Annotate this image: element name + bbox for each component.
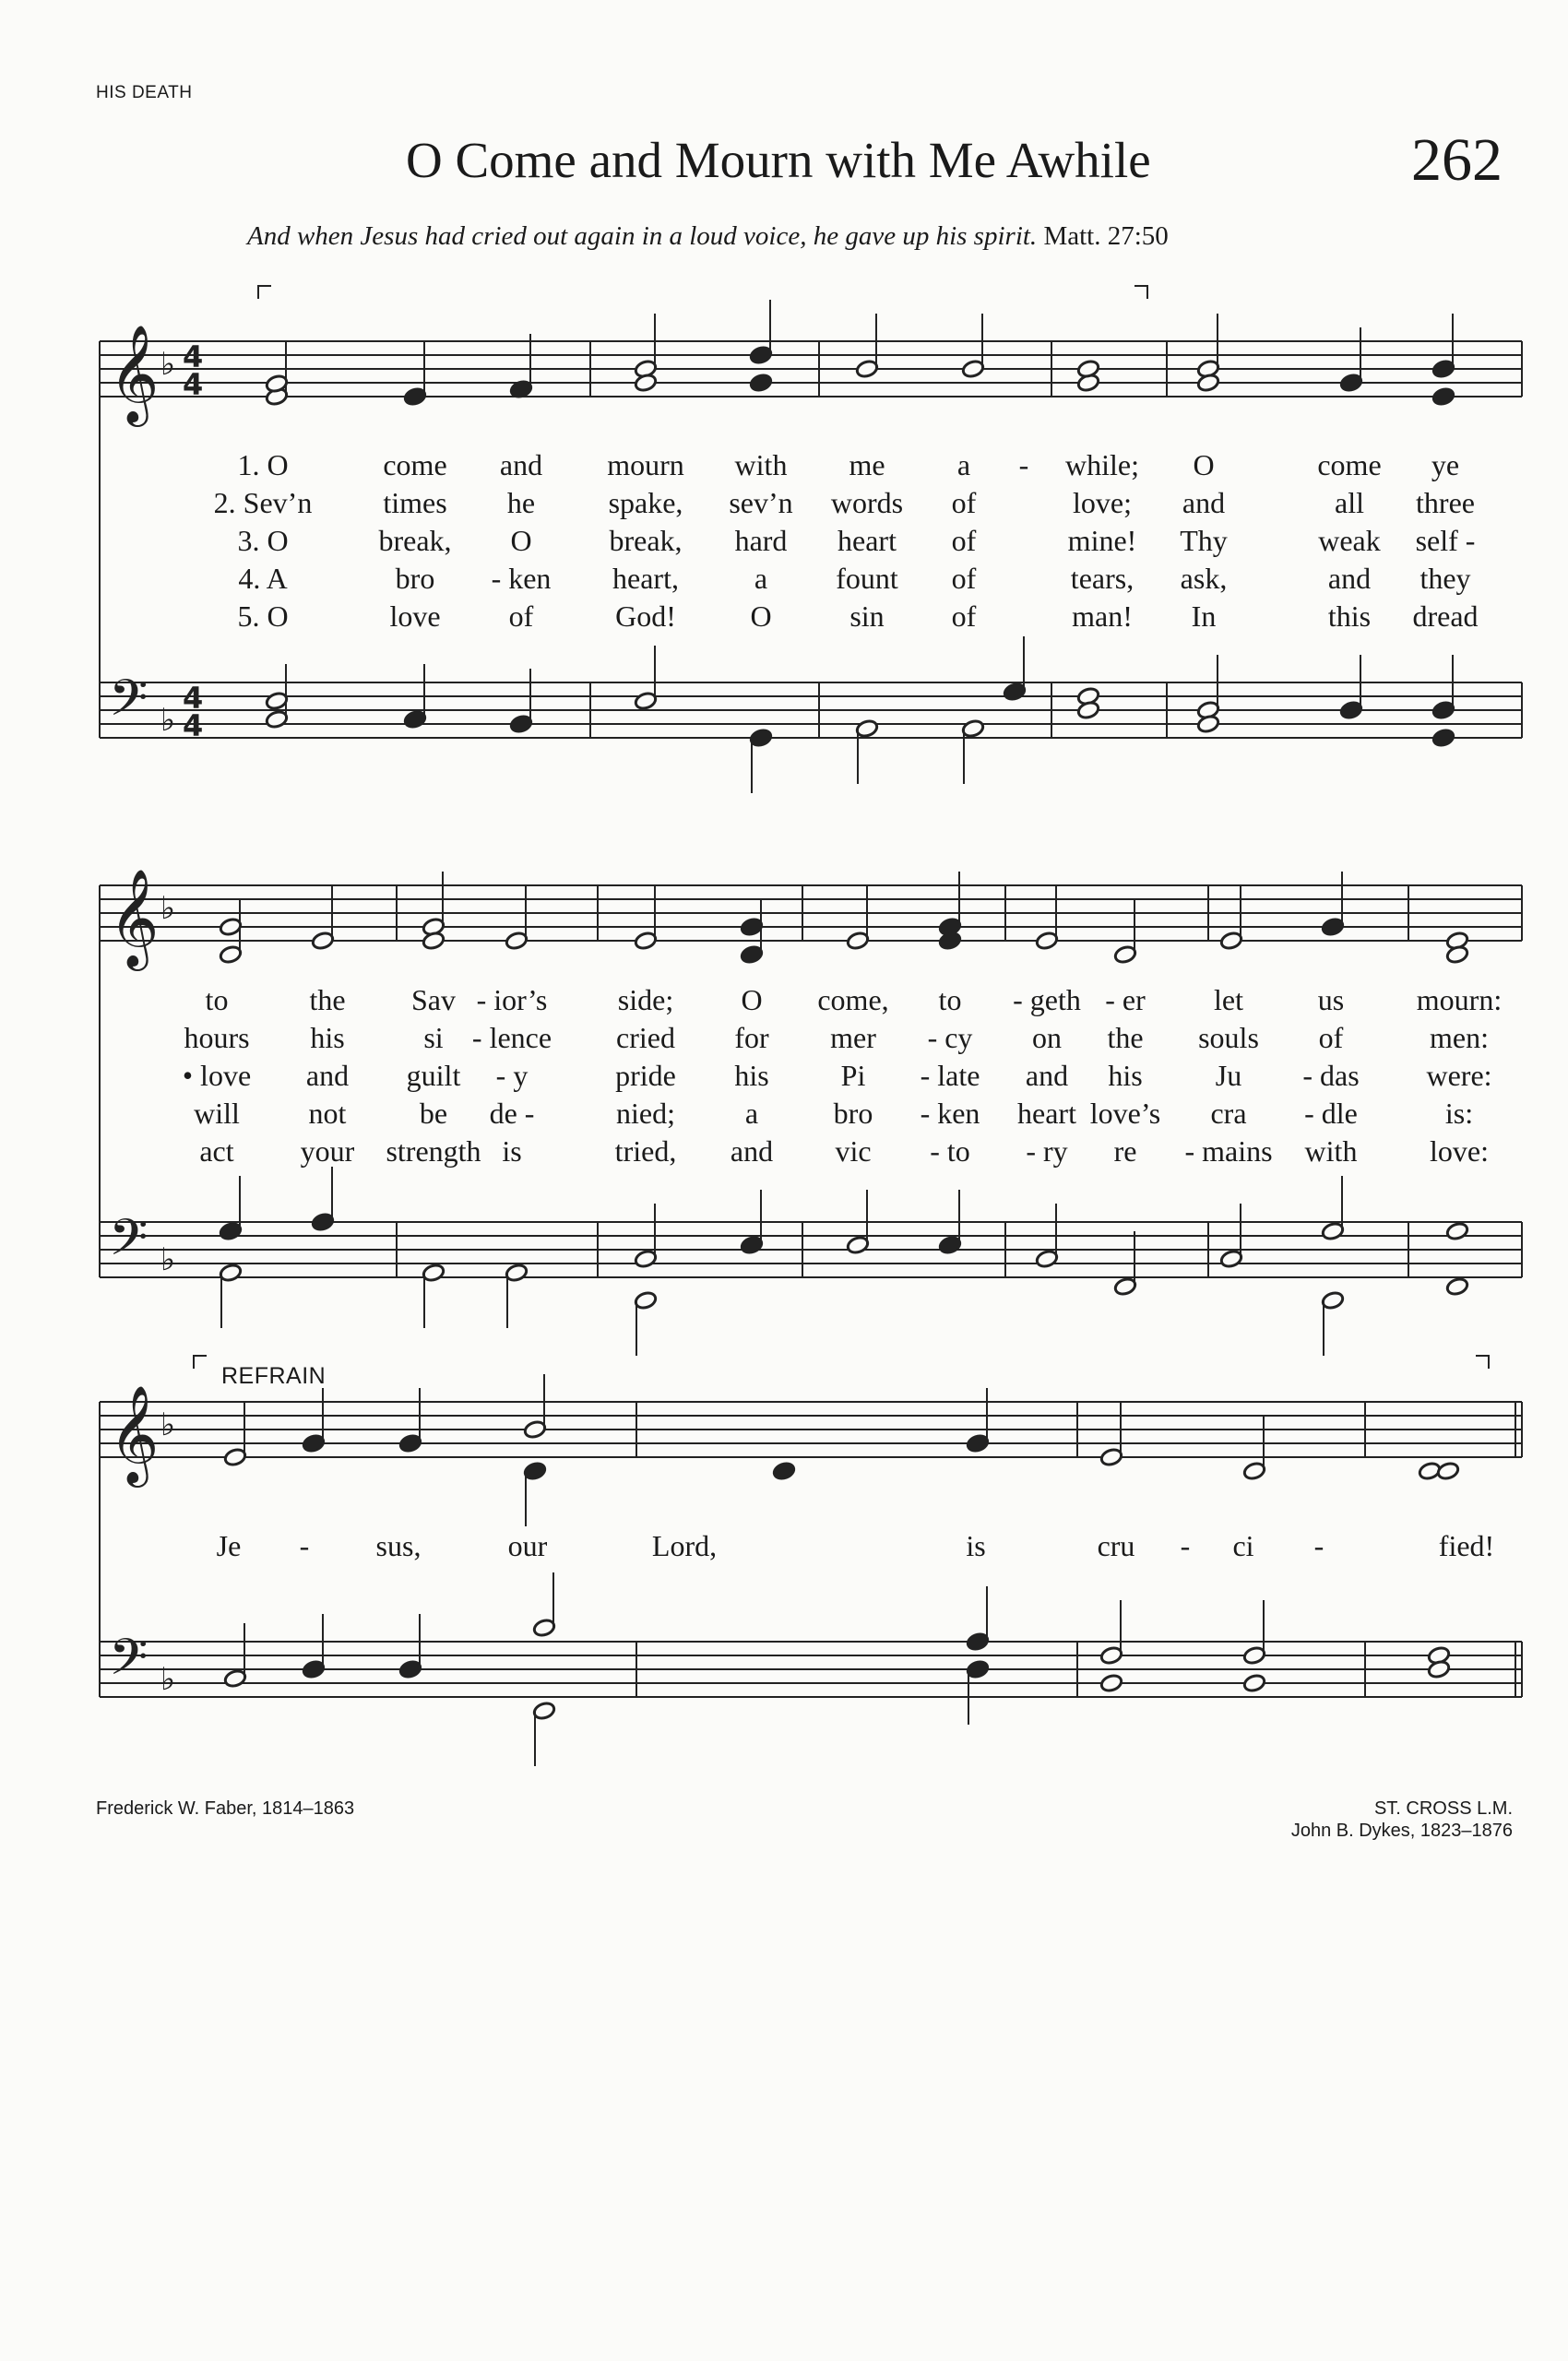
lyric-syllable: to — [205, 983, 229, 1016]
lyric-syllable: be — [419, 1097, 448, 1130]
lyric-syllable: heart — [837, 524, 897, 557]
lyric-syllable: re — [1113, 1134, 1137, 1168]
lyric-syllable: - ior’s — [476, 983, 548, 1016]
lyric-syllable: strength — [386, 1134, 481, 1168]
bracket-mark — [194, 1356, 207, 1369]
lyric-syllable: is — [502, 1134, 522, 1168]
epigraph-text: And when Jesus had cried out again in a loud voice, he gave up his spirit. — [247, 221, 1038, 251]
treble-clef-icon: 𝄞 — [109, 1384, 160, 1483]
lyric-syllable: souls — [1198, 1021, 1259, 1054]
flat-icon: ♭ — [160, 702, 176, 739]
hymn-title: O Come and Mourn with Me Awhile — [406, 132, 1151, 188]
lyric-syllable: all — [1335, 486, 1364, 519]
lyric-syllable: for — [734, 1021, 769, 1054]
lyric-syllable: mourn — [607, 448, 684, 481]
lyric-syllable: O — [1193, 448, 1215, 481]
lyric-syllable: will — [194, 1097, 240, 1130]
lyric-syllable: - dle — [1304, 1097, 1358, 1130]
notehead — [1242, 1673, 1266, 1693]
lyric-syllable: our — [507, 1529, 548, 1562]
lyric-syllable: - mains — [1184, 1134, 1273, 1168]
lyric-syllable: mer — [830, 1021, 876, 1054]
lyric-syllable: bro — [395, 562, 435, 595]
lyric-syllable: words — [830, 486, 904, 519]
lyric-syllable: your — [300, 1134, 355, 1168]
lyric-syllable: - y — [495, 1059, 529, 1092]
lyric-syllable: - geth — [1013, 983, 1081, 1016]
bass-clef-icon: 𝄢 — [109, 1628, 148, 1699]
lyric-syllable: - ry — [1026, 1134, 1068, 1168]
lyric-syllable: sin — [849, 599, 885, 633]
notehead — [1436, 1461, 1460, 1481]
composer: John B. Dykes, 1823–1876 — [1290, 1821, 1513, 1841]
lyric-syllable: of — [1318, 1021, 1344, 1054]
lyric-syllable: cra — [1210, 1097, 1247, 1130]
lyric-syllable: and — [305, 1059, 350, 1092]
notehead — [1445, 1221, 1469, 1241]
lyric-syllable: vic — [835, 1134, 872, 1168]
bracket-mark — [1134, 286, 1147, 299]
lyric-syllable: - er — [1105, 983, 1146, 1016]
lyric-syllable: dread — [1412, 599, 1479, 633]
notehead — [1445, 1276, 1469, 1297]
lyric-syllable: let — [1214, 983, 1243, 1016]
lyric-syllable: O — [510, 524, 532, 557]
lyric-syllable: us — [1317, 983, 1345, 1016]
lyric-syllable: the — [309, 983, 346, 1016]
time-signature: 4 — [183, 367, 204, 402]
lyric-syllable: his — [734, 1059, 769, 1092]
lyric-syllable: and — [1182, 486, 1226, 519]
flat-icon: ♭ — [160, 1661, 176, 1698]
lyric-syllable: de - — [489, 1097, 535, 1130]
lyric-syllable: God! — [615, 599, 676, 633]
lyric-syllable: - — [1313, 1529, 1324, 1562]
lyric-syllable: ci — [1232, 1529, 1254, 1562]
lyric-syllable: Ju — [1215, 1059, 1242, 1092]
lyric-syllable: were: — [1426, 1059, 1492, 1092]
flat-icon: ♭ — [160, 346, 176, 383]
lyric-syllable: with — [1304, 1134, 1358, 1168]
lyric-syllable: 3. O — [237, 524, 289, 557]
lyric-syllable: In — [1191, 599, 1217, 633]
flat-icon: ♭ — [160, 1241, 176, 1278]
lyric-syllable: - — [1018, 448, 1029, 481]
notehead — [1431, 386, 1455, 407]
lyric-syllable: on — [1032, 1021, 1062, 1054]
lyric-syllable: of — [951, 486, 977, 519]
lyric-syllable: come, — [817, 983, 889, 1016]
bracket-mark — [1476, 1356, 1489, 1369]
lyric-syllable: • love — [182, 1059, 252, 1092]
lyric-syllable: - ken — [920, 1097, 980, 1130]
time-signature: 4 — [183, 708, 204, 743]
lyric-syllable: hard — [734, 524, 788, 557]
bass-clef-icon: 𝄢 — [109, 1208, 148, 1279]
lyric-syllable: Lord, — [651, 1529, 718, 1562]
lyric-syllable: ye — [1431, 448, 1460, 481]
time-signature: 4 — [183, 681, 204, 716]
section-heading: HIS DEATH — [96, 83, 193, 102]
lyric-syllable: his — [310, 1021, 345, 1054]
bass-clef-icon: 𝄢 — [109, 669, 148, 740]
lyric-syllable: love: — [1430, 1134, 1489, 1168]
lyric-syllable: 5. O — [237, 599, 289, 633]
lyric-syllable: of — [508, 599, 534, 633]
lyric-syllable: me — [849, 448, 885, 481]
flat-icon: ♭ — [160, 1406, 176, 1443]
lyric-syllable: with — [734, 448, 788, 481]
treble-clef-icon: 𝄞 — [109, 868, 160, 967]
lyric-syllable: love — [389, 599, 441, 633]
notehead — [772, 1461, 796, 1481]
notehead — [1431, 728, 1455, 748]
lyric-syllable: - cy — [927, 1021, 973, 1054]
lyric-syllable: 1. O — [237, 448, 289, 481]
lyric-syllable: sus, — [375, 1529, 422, 1562]
lyric-syllable: guilt — [406, 1059, 461, 1092]
lyric-syllable: to — [938, 983, 962, 1016]
lyric-syllable: fount — [836, 562, 898, 595]
notehead — [1099, 1673, 1123, 1693]
lyric-syllable: come — [1317, 448, 1382, 481]
lyric-syllable: a — [754, 562, 768, 595]
lyric-syllable: not — [308, 1097, 347, 1130]
lyric-syllable: Pi — [840, 1059, 866, 1092]
lyric-syllable: of — [951, 524, 977, 557]
lyric-syllable: they — [1420, 562, 1471, 595]
lyric-syllable: of — [951, 599, 977, 633]
lyric-syllable: times — [383, 486, 447, 519]
lyric-syllable: self - — [1415, 524, 1476, 557]
lyric-syllable: hours — [184, 1021, 250, 1054]
lyric-syllable: love’s — [1089, 1097, 1161, 1130]
treble-clef-icon: 𝄞 — [109, 324, 160, 422]
lyric-syllable: come — [383, 448, 447, 481]
lyric-syllable: the — [1107, 1021, 1144, 1054]
lyric-syllable: heart — [1017, 1097, 1076, 1130]
lyric-syllable: and — [730, 1134, 774, 1168]
lyric-syllable: is: — [1444, 1097, 1474, 1130]
lyric-syllable: - — [1180, 1529, 1191, 1562]
lyric-syllable: cried — [616, 1021, 675, 1054]
bracket-mark — [258, 286, 271, 299]
lyric-syllable: - lence — [471, 1021, 552, 1054]
lyric-syllable: and — [1025, 1059, 1069, 1092]
lyric-syllable: he — [506, 486, 536, 519]
lyric-syllable: a — [956, 448, 971, 481]
lyric-syllable: of — [951, 562, 977, 595]
lyric-syllable: break, — [378, 524, 452, 557]
lyric-syllable: and — [499, 448, 543, 481]
text-author: Frederick W. Faber, 1814–1863 — [96, 1798, 355, 1819]
lyric-syllable: 4. A — [238, 562, 288, 595]
lyric-syllable: - late — [920, 1059, 980, 1092]
lyric-syllable: - das — [1302, 1059, 1360, 1092]
tune-name: ST. CROSS L.M. — [1373, 1798, 1513, 1819]
lyric-syllable: O — [741, 983, 763, 1016]
lyric-syllable: break, — [609, 524, 683, 557]
lyric-syllable: heart, — [612, 562, 679, 595]
lyric-syllable: man! — [1072, 599, 1133, 633]
lyric-syllable: weak — [1318, 524, 1381, 557]
lyric-syllable: sev’n — [729, 486, 793, 519]
lyric-syllable: tried, — [614, 1134, 677, 1168]
lyric-syllable: and — [1327, 562, 1372, 595]
lyric-syllable: Sav — [411, 983, 456, 1016]
time-signature: 4 — [183, 339, 204, 374]
lyric-syllable: si — [423, 1021, 444, 1054]
lyric-syllable: a — [744, 1097, 759, 1130]
lyric-syllable: - ken — [491, 562, 552, 595]
lyric-syllable: tears, — [1070, 562, 1134, 595]
lyric-syllable: spake, — [608, 486, 683, 519]
lyric-syllable: pride — [615, 1059, 676, 1092]
lyric-syllable: O — [750, 599, 772, 633]
lyric-syllable: 2. Sev’n — [213, 486, 313, 519]
epigraph-reference: Matt. 27:50 — [1043, 221, 1169, 251]
lyric-syllable: this — [1327, 599, 1372, 633]
lyric-syllable: fied! — [1438, 1529, 1495, 1562]
lyric-syllable: mourn: — [1416, 983, 1503, 1016]
flat-icon: ♭ — [160, 890, 176, 927]
lyric-syllable: mine! — [1067, 524, 1137, 557]
lyric-syllable: nied; — [616, 1097, 675, 1130]
lyric-syllable: Thy — [1180, 524, 1228, 557]
lyric-syllable: love; — [1073, 486, 1132, 519]
notehead — [749, 373, 773, 393]
lyric-syllable: side; — [617, 983, 674, 1016]
lyric-syllable: his — [1108, 1059, 1143, 1092]
lyric-syllable: act — [199, 1134, 234, 1168]
lyric-syllable: three — [1416, 486, 1475, 519]
lyric-syllable: ask, — [1180, 562, 1228, 595]
lyric-syllable: - — [299, 1529, 310, 1562]
lyric-syllable: cru — [1097, 1529, 1135, 1562]
lyric-syllable: while; — [1065, 448, 1139, 481]
hymn-number: 262 — [1411, 126, 1503, 194]
lyric-syllable: bro — [833, 1097, 873, 1130]
refrain-label: REFRAIN — [221, 1363, 327, 1389]
lyric-syllable: is — [966, 1529, 986, 1562]
lyric-syllable: - to — [930, 1134, 970, 1168]
lyric-syllable: men: — [1430, 1021, 1489, 1054]
lyric-syllable: Je — [216, 1529, 242, 1562]
